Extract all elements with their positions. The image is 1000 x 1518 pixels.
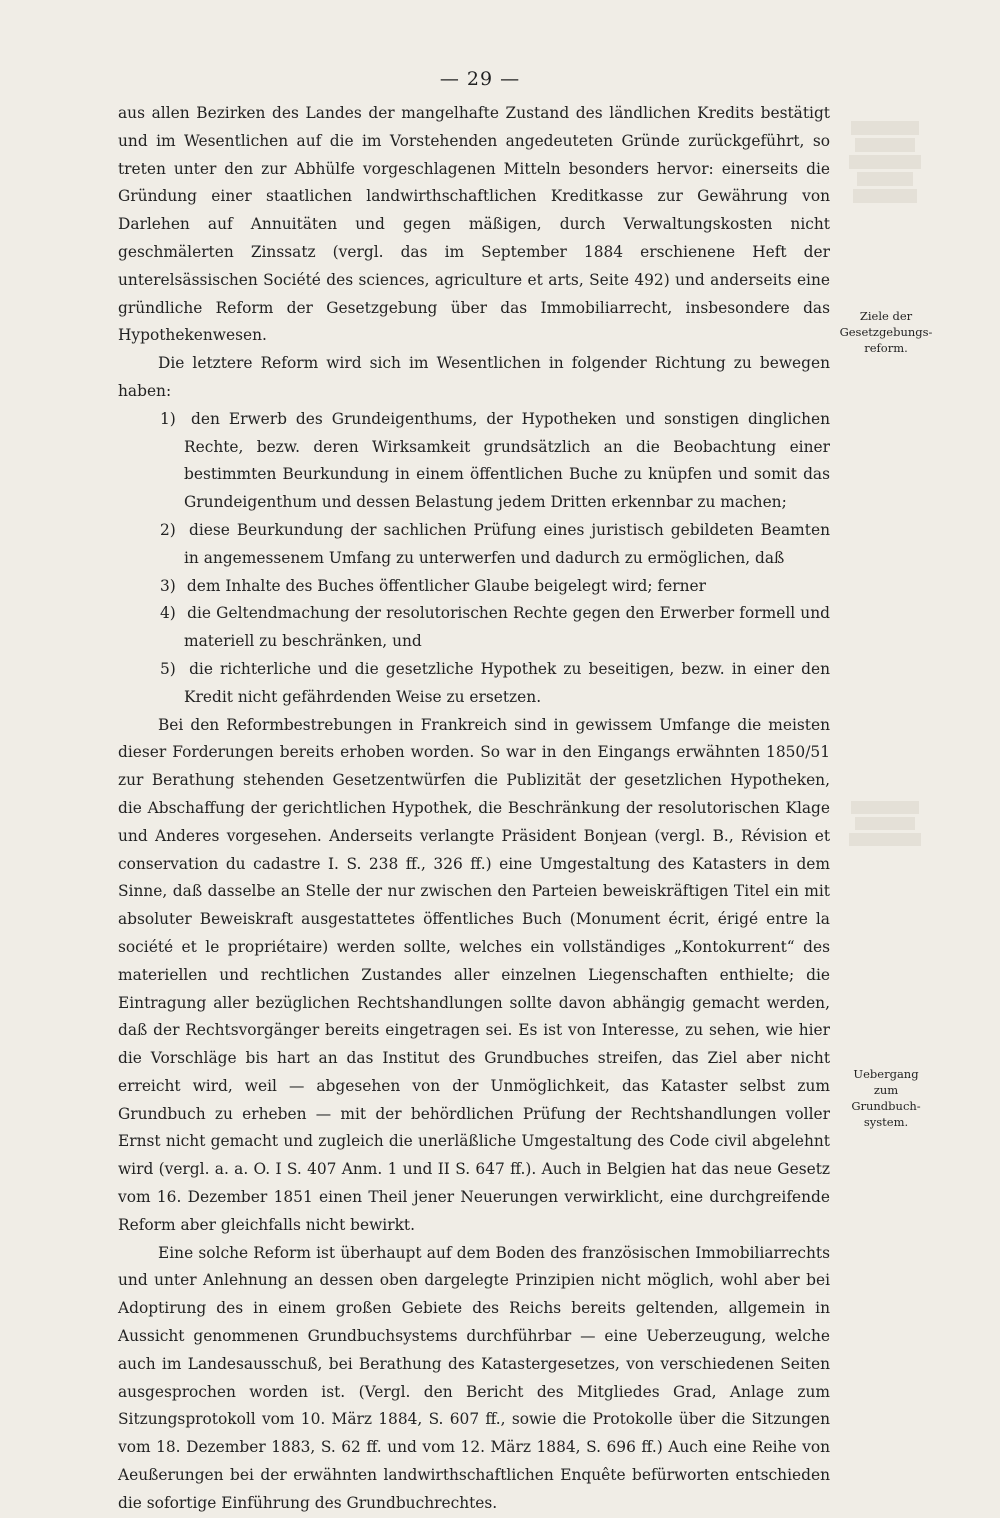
list-text: dem Inhalte des Buches öffentlicher Glaube beigelegt wird; ferner xyxy=(186,576,706,595)
margin-note-line: reform. xyxy=(864,341,908,355)
paragraph: aus allen Bezirken des Landes der mangelhafte Zustand des ländlichen Kredits bestätigt und im Wesentlichen auf die im Vorstehenden angedeuteten Gründe zurückgeführt, so treten unter den zur Abhülfe vorgeschlagenen Mitteln besonders hervor: einerseits die Gründung einer staatlichen landwirthschaftlichen Kreditkasse zur Gewährung von Darlehen auf Annuitäten und gegen mäßigen, durch Verwaltungskosten nicht geschmälerten Zinssatz (vergl. das im September 1884 erschienene Heft der unterelsässischen Société des sciences, agriculture et arts, Seite 492) und anderseits eine gründliche Reform der Gesetzgebung über das Immobiliarrecht, insbesondere das Hypothekenwesen. xyxy=(118,104,830,345)
list-item xyxy=(118,656,830,712)
list-text: die richterliche und die gesetzliche Hypothek zu beseitigen, bezw. in einer den Kredit nicht gefährdenden Weise zu ersetzen. xyxy=(184,659,830,706)
reform-goals-list xyxy=(118,406,830,712)
list-item xyxy=(118,517,830,573)
list-text: den Erwerb des Grundeigenthums, der Hypotheken und sonstigen dinglichen Rechte, bezw. deren Wirksamkeit grundsätzlich an die Beobachtung einer bestimmten Beurkundung in einem öffentlichen Buche zu knüpfen und somit das Grundeigenthum und dessen Belastung jedem Dritten erkennbar zu machen; xyxy=(184,409,830,512)
page-number: — 29 — xyxy=(439,68,521,90)
list-number: 4) xyxy=(160,604,176,623)
margin-note-uebergang xyxy=(836,1066,936,1130)
list-item xyxy=(118,406,830,517)
margin-note-line: system. xyxy=(863,1115,909,1129)
margin-note-ziele xyxy=(836,308,936,356)
bleed-through-mark xyxy=(845,798,925,858)
paragraph: Bei den Reformbestrebungen in Frankreich sind in gewissem Umfange die meisten dieser Forderungen bereits erhoben worden. So war in den Eingangs erwähnten 1850/51 zur Berathung stehenden Gesetzentwürfen die Publizität der gesetzlichen Hypotheken, die Abschaffung der gerichtlichen Hypothek, die Beschränkung der resolutorischen Klage und Anderes vorgesehen. Anderseits verlangte Präsident Bonjean (vergl. B., Révision et conservation du cadastre I. S. 238 ff., 326 ff.) eine Umgestaltung des Katasters in dem Sinne, daß dasselbe an Stelle der nur zwischen den Parteien beweiskräftigen Titel ein mit absoluter Beweiskraft ausgestattetes öffentliches Buch (Monument écrit, érigé entre la société et le propriétaire) werden sollte, welches ein vollständiges „Kontokurrent“ des materiellen und rechtlichen Zustandes aller einzelnen Liegenschaften enthielte; die Eintragung aller bezüglichen Rechtshandlungen sollte davon abhängig gemacht werden, daß der Rechtsvorgänger bereits eingetragen sei. Es ist von Interesse, zu sehen, wie hier die Vorschläge bis hart an das Institut des Grundbuches streifen, das Ziel aber nicht erreicht wird, weil — abgesehen von der Unmöglichkeit, das Kataster selbst zum Grundbuch zu erheben — mit der behördlichen Prüfung der Rechtshandlungen voller Ernst nicht gemacht und zugleich die unerläßliche Umgestaltung des Code civil abgelehnt wird (vergl. a. a. O. I S. 407 Anm. 1 und II S. 647 ff.). Auch in Belgien hat das neue Gesetz vom 16. Dezember 1851 einen Theil jener Neuerungen verwirklicht, eine durchgreifende Reform aber gleichfalls nicht bewirkt. xyxy=(118,715,830,1234)
paragraph: Die letztere Reform wird sich im Wesentlichen in folgender Richtung zu bewegen haben: xyxy=(118,354,830,400)
margin-note-line: Ziele der xyxy=(859,309,913,323)
body-text xyxy=(118,100,830,1518)
paragraph: Eine solche Reform ist überhaupt auf dem Boden des französischen Immobiliarrechts und unter Anlehnung an dessen oben dargelegte Prinzipien nicht möglich, wohl aber bei Adoptirung des in einem großen Gebiete des Reichs bereits geltenden, allgemein in Aussicht genommenen Grundbuchsystems durchführbar — eine Ueberzeugung, welche auch im Landesausschuß, bei Berathung des Katastergesetzes, von verschiedenen Seiten ausgesprochen worden ist. (Vergl. den Bericht des Mitgliedes Grad, Anlage zum Sitzungsprotokoll vom 10. März 1884, S. 607 ff., sowie die Protokolle über die Sitzungen vom 18. Dezember 1883, S. 62 ff. und vom 12. März 1884, S. 696 ff.) Auch eine Reihe von Aeußerungen bei der erwähnten landwirthschaftlichen Enquête befürworten entschieden die sofortige Einführung des Grundbuchrechtes. xyxy=(118,1243,830,1512)
list-number: 1) xyxy=(160,409,176,428)
list-item xyxy=(118,573,830,601)
list-number: 3) xyxy=(160,576,176,595)
bleed-through-mark xyxy=(845,118,925,238)
list-number: 2) xyxy=(160,520,176,539)
margin-note-line: Gesetzgebungs- xyxy=(839,325,933,339)
margin-note-line: Grundbuch- xyxy=(851,1099,921,1113)
list-text: diese Beurkundung der sachlichen Prüfung eines juristisch gebildeten Beamten in angemessenem Umfang zu unterwerfen und dadurch zu ermöglichen, daß xyxy=(184,520,830,567)
list-text: die Geltendmachung der resolutorischen Rechte gegen den Erwerber formell und materiell zu beschränken, und xyxy=(184,604,830,651)
list-item xyxy=(118,600,830,656)
margin-note-line: zum xyxy=(873,1083,899,1097)
margin-note-line: Uebergang xyxy=(853,1067,919,1081)
list-number: 5) xyxy=(160,659,176,678)
